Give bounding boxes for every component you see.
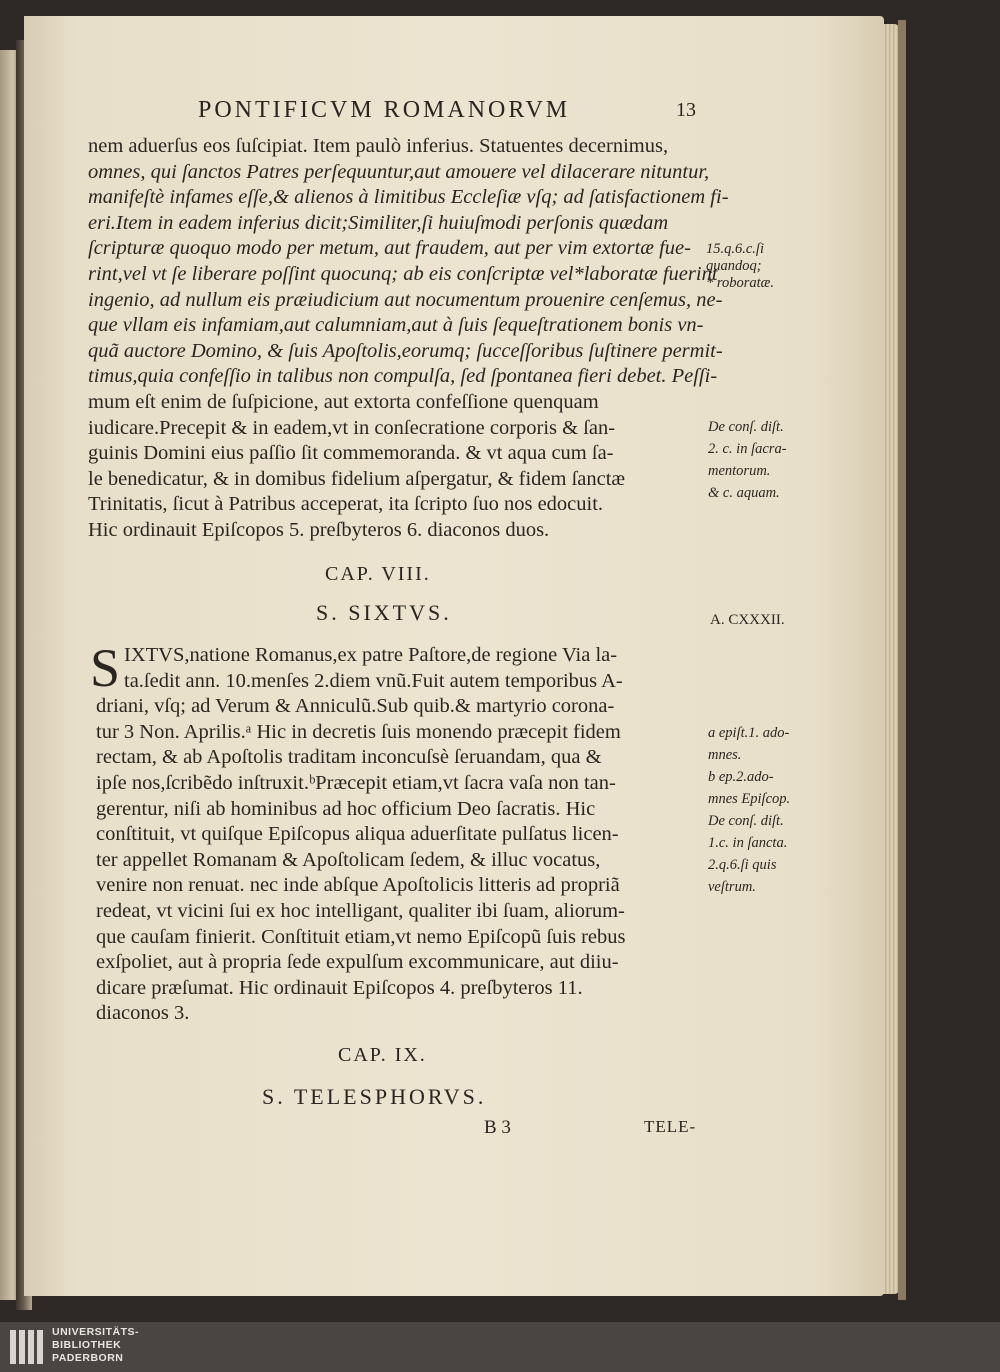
margin-note: veſtrum. (708, 879, 756, 895)
body-line: le benedicatur, & in domibus fidelium aſpergatur, & fidem ſanctæ (88, 467, 626, 490)
sixtus-line: dicare præſumat. Hic ordinauit Epiſcopos 4. preſbyteros 11. (96, 976, 583, 999)
sixtus-line: tur 3 Non. Aprilis.ᵃ Hic in decretis ſuis monendo præcepit fidem (96, 720, 621, 743)
sixtus-line: venire non renuat. nec inde abſque Apoſtolicis litteris ad propriã (96, 874, 620, 897)
body-line: timus,quia confeſſio in talibus non compulſa, ſed ſpontanea fieri debet. Peſſi- (88, 365, 718, 388)
margin-note: De conſ. diſt. (708, 419, 784, 435)
sixtus-line: driani, vſq; ad Verum & Anniculũ.Sub quib.& martyrio corona- (96, 695, 615, 718)
body-line: nem aduerſus eos ſuſcipiat. Item paulò inferius. Statuentes decernimus, (88, 135, 669, 157)
sixtus-line: rectam, & ab Apoſtolis traditam inconcuſsè ſeruandam, qua & (96, 746, 602, 769)
margin-note: De conſ. diſt. (708, 813, 784, 829)
body-line: iudicare.Precepit & in eadem,vt in conſecratione corporis & ſan- (88, 416, 616, 439)
library-line-1: UNIVERSITÄTS- (52, 1326, 140, 1338)
margin-note: & c. aquam. (708, 485, 780, 501)
sixtus-line: diaconos 3. (96, 1002, 190, 1025)
library-footer (0, 1322, 1000, 1372)
chapter-heading-8: CAP. VIII. (325, 563, 431, 585)
book-cover-edge (898, 20, 906, 1300)
margin-note: 1.c. in ſancta. (708, 835, 788, 851)
year-note: A. CXXXII. (710, 612, 785, 628)
saint-heading-sixtus: S. SIXTVS. (316, 600, 452, 625)
sixtus-line: conſtituit, vt quiſque Epiſcopus aliqua aduerſitate pulſatus licen- (96, 823, 619, 846)
margin-note: mentorum. (708, 463, 771, 479)
body-line: omnes, qui ſanctos Patres perſequuntur,aut amouere vel dilacerare nituntur, (88, 160, 710, 183)
body-line: Hic ordinauit Epiſcopos 5. preſbyteros 6. diaconos duos. (88, 519, 550, 541)
sixtus-line: que cauſam finierit. Conſtituit etiam,vt nemo Epiſcopũ ſuis rebus (96, 925, 626, 948)
margin-note: 2. c. in ſacra- (708, 441, 787, 457)
margin-note: 15.q.6.c.ſi (706, 241, 764, 257)
margin-note: b ep.2.ado- (708, 769, 774, 785)
sixtus-line: redeat, vt vicini ſui ex hoc intelligant, qualiter ibi ſuam, aliorum- (96, 900, 625, 922)
body-line: que vllam eis infamiam,aut calumniam,aut à ſuis ſequeſtrationem bonis vn- (88, 314, 704, 337)
sixtus-line: ta.ſedit ann. 10.menſes 2.diem vnũ.Fuit autem temporibus A- (124, 669, 623, 692)
margin-note: a epiſt.1. ado- (708, 725, 790, 741)
body-line: ſcripturæ quoquo modo per metum, aut fraudem, aut per vim extortæ fue- (88, 237, 691, 260)
sixtus-line: exſpoliet, aut à propria ſede expulſum excommunicare, aut diiu- (96, 951, 619, 974)
sixtus-line: ter appellet Romanam & Apoſtolicam ſedem, & illuc vocatus, (96, 848, 601, 871)
drop-cap: S (90, 638, 121, 698)
body-line: manifeſtè infames eſſe,& alienos à limitibus Eccleſiæ vſq; ad ſatisfactionem fi- (88, 186, 729, 209)
margin-note: 2.q.6.ſi quis (708, 857, 777, 873)
page-number: 13 (676, 99, 696, 121)
sixtus-line: IXTVS,natione Romanus,ex patre Paſtore,de regione Via la- (124, 644, 618, 666)
body-line: ingenio, ad nullum eis præiudicium aut nocumentum prouenire cenſemus, ne- (88, 288, 723, 311)
margin-note: mnes. (708, 747, 742, 763)
saint-heading-telesphorus: S. TELESPHORVS. (262, 1084, 487, 1109)
body-line: rint,vel vt ſe liberare poſſint quocunq; ab eis conſcriptæ vel*laboratæ fuerint (88, 263, 718, 285)
margin-note: * roboratæ. (706, 275, 774, 291)
sixtus-line: ipſe nos,ſcribẽdo inſtruxit.ᵇPræcepit etiam,vt ſacra vaſa non tan- (96, 772, 616, 794)
running-head: PONTIFICVM ROMANORVM (198, 97, 571, 123)
body-line: eri.Item in eadem inferius dicit;Similiter,ſi huiuſmodi perſonis quædam (88, 211, 669, 234)
chapter-heading-9: CAP. IX. (338, 1044, 427, 1066)
margin-note: mnes Epiſcop. (708, 791, 791, 807)
signature-mark: B 3 (484, 1117, 511, 1138)
sixtus-line: gerentur, niſi ab hominibus ad hoc officium Deo ſacratis. Hic (96, 797, 596, 820)
library-name (52, 1326, 139, 1365)
body-line: quã auctore Domino, & ſuis Apoſtolis,eorumq; ſucceſſoribus ſuſtinere permit- (88, 339, 723, 362)
catchword: TELE- (644, 1117, 697, 1136)
body-line: Trinitatis, ſicut à Patribus acceperat, ita ſcripto ſuo nos edocuit. (88, 493, 604, 516)
body-line: mum eſt enim de ſuſpicione, aut extorta confeſſione quenquam (88, 391, 599, 413)
library-line-2: BIBLIOTHEK (52, 1339, 122, 1351)
body-line: guinis Domini eius paſſio ſit commemoranda. & vt aqua cum ſa- (88, 442, 614, 465)
library-logo-icon (10, 1330, 44, 1364)
margin-note: quandoq; (706, 258, 762, 274)
library-line-3: PADERBORN (52, 1352, 124, 1364)
